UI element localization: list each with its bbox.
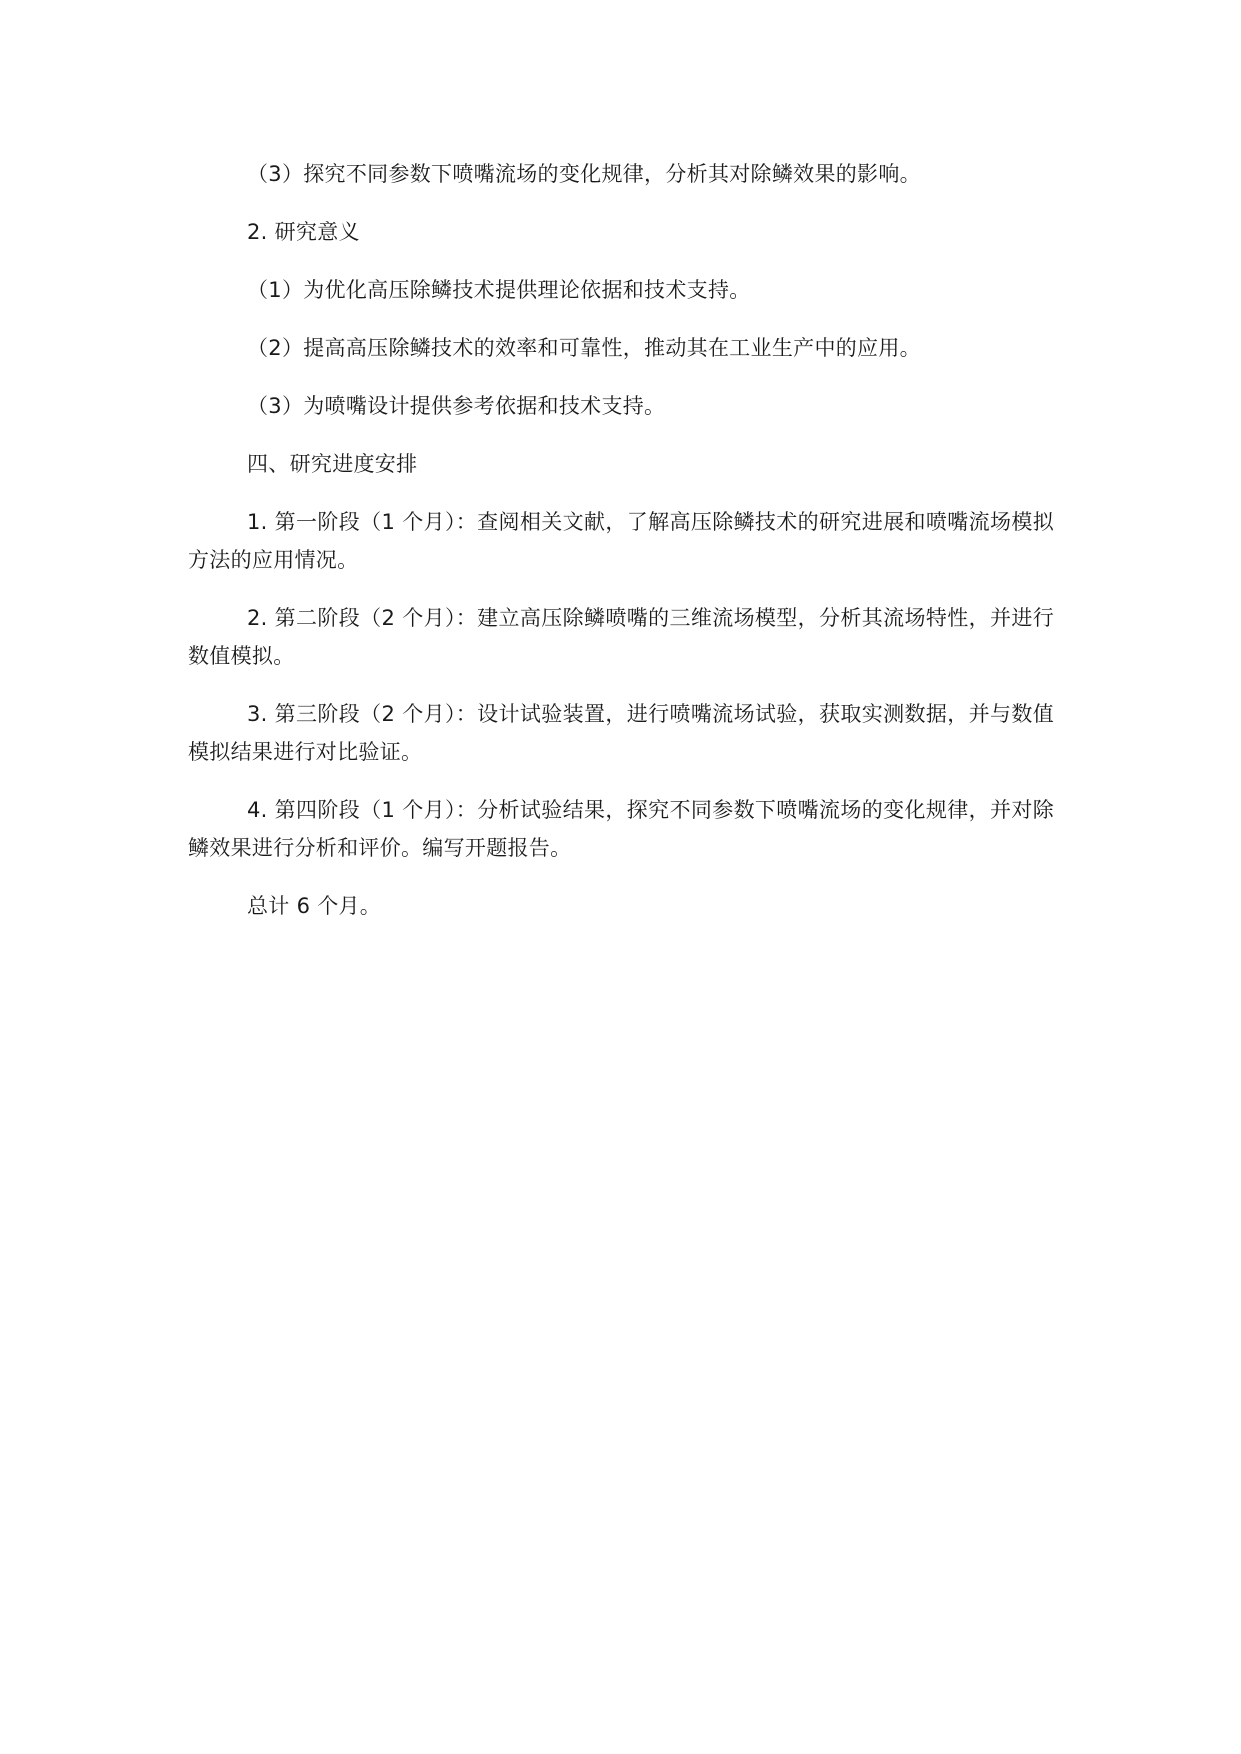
significance-item-1: （1）为优化高压除鳞技术提供理论依据和技术支持。 xyxy=(247,278,751,302)
document-body xyxy=(188,155,1054,945)
schedule-stage-1: 1. 第一阶段（1 个月）：查阅相关文献，了解高压除鳞技术的研究进展和喷嘴流场模拟方法的应用情况。 xyxy=(188,510,1054,572)
significance-item-2: （2）提高高压除鳞技术的效率和可靠性，推动其在工业生产中的应用。 xyxy=(247,336,921,360)
schedule-stage-4: 4. 第四阶段（1 个月）：分析试验结果，探究不同参数下喷嘴流场的变化规律，并对除鳞效果进行分析和评价。编写开题报告。 xyxy=(188,798,1054,860)
section-heading-schedule: 四、研究进度安排 xyxy=(247,452,418,476)
schedule-stage-2: 2. 第二阶段（2 个月）：建立高压除鳞喷嘴的三维流场模型，分析其流场特性，并进行数值模拟。 xyxy=(188,606,1054,668)
schedule-stage-3: 3. 第三阶段（2 个月）：设计试验装置，进行喷嘴流场试验，获取实测数据，并与数值模拟结果进行对比验证。 xyxy=(188,702,1054,764)
section-heading-research-significance: 2. 研究意义 xyxy=(247,220,360,244)
significance-item-3: （3）为喷嘴设计提供参考依据和技术支持。 xyxy=(247,394,666,418)
objective-item-3: （3）探究不同参数下喷嘴流场的变化规律，分析其对除鳞效果的影响。 xyxy=(247,162,921,186)
schedule-total: 总计 6 个月。 xyxy=(247,894,382,918)
